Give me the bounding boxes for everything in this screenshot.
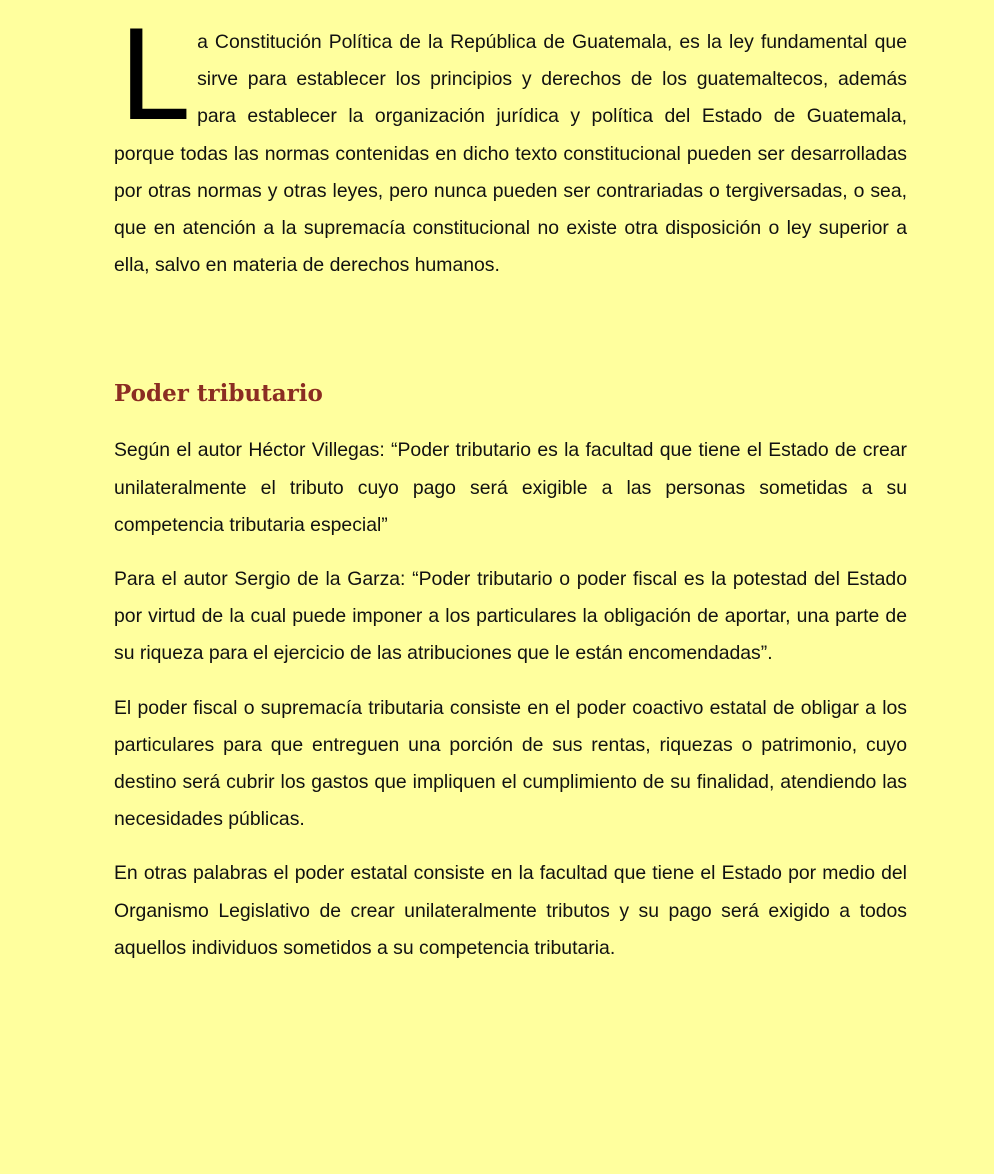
- drop-cap: L: [118, 5, 188, 149]
- intro-text: a Constitución Política de la República de Guatemala, es la ley fundamental que sirve para establecer los principios y derechos de los guatemaltecos, además para establecer la organización jurídica y política del Estado de Guatemala, porque todas las normas contenidas en dicho texto constitucional pueden ser desarrolladas por otras normas y otras leyes, pero nunca pueden ser contrariadas o tergiversadas, o sea, que en atención a la supremacía constitucional no existe otra disposición o ley superior a ella, salvo en materia de derechos humanos.: [114, 31, 907, 277]
- paragraph-villegas: Según el autor Héctor Villegas: “Poder tributario es la facultad que tiene el Estado de crear unilateralmente el tributo cuyo pago será exigible a las personas sometidas a su competencia tributaria especial”: [114, 439, 907, 536]
- document-page: [114, 5, 907, 967]
- section-heading: Poder tributario: [114, 380, 323, 408]
- paragraph-garza: Para el autor Sergio de la Garza: “Poder tributario o poder fiscal es la potestad del Estado por virtud de la cual puede imponer a los particulares la obligación de aportar, una parte de su riqueza para el ejercicio de las atribuciones que le están encomendadas”.: [114, 568, 907, 665]
- paragraph-poder-fiscal: El poder fiscal o supremacía tributaria consiste en el poder coactivo estatal de obligar a los particulares para que entreguen una porción de sus rentas, riquezas o patrimonio, cuyo destino será cubrir los gastos que impliquen el cumplimiento de su finalidad, atendiendo las necesidades públicas.: [114, 696, 907, 831]
- intro-paragraph: [114, 5, 907, 284]
- paragraph-poder-estatal: En otras palabras el poder estatal consiste en la facultad que tiene el Estado por medio del Organismo Legislativo de crear unilateralmente tributos y su pago será exigido a todos aquellos individuos sometidos a su competencia tributaria.: [114, 862, 907, 959]
